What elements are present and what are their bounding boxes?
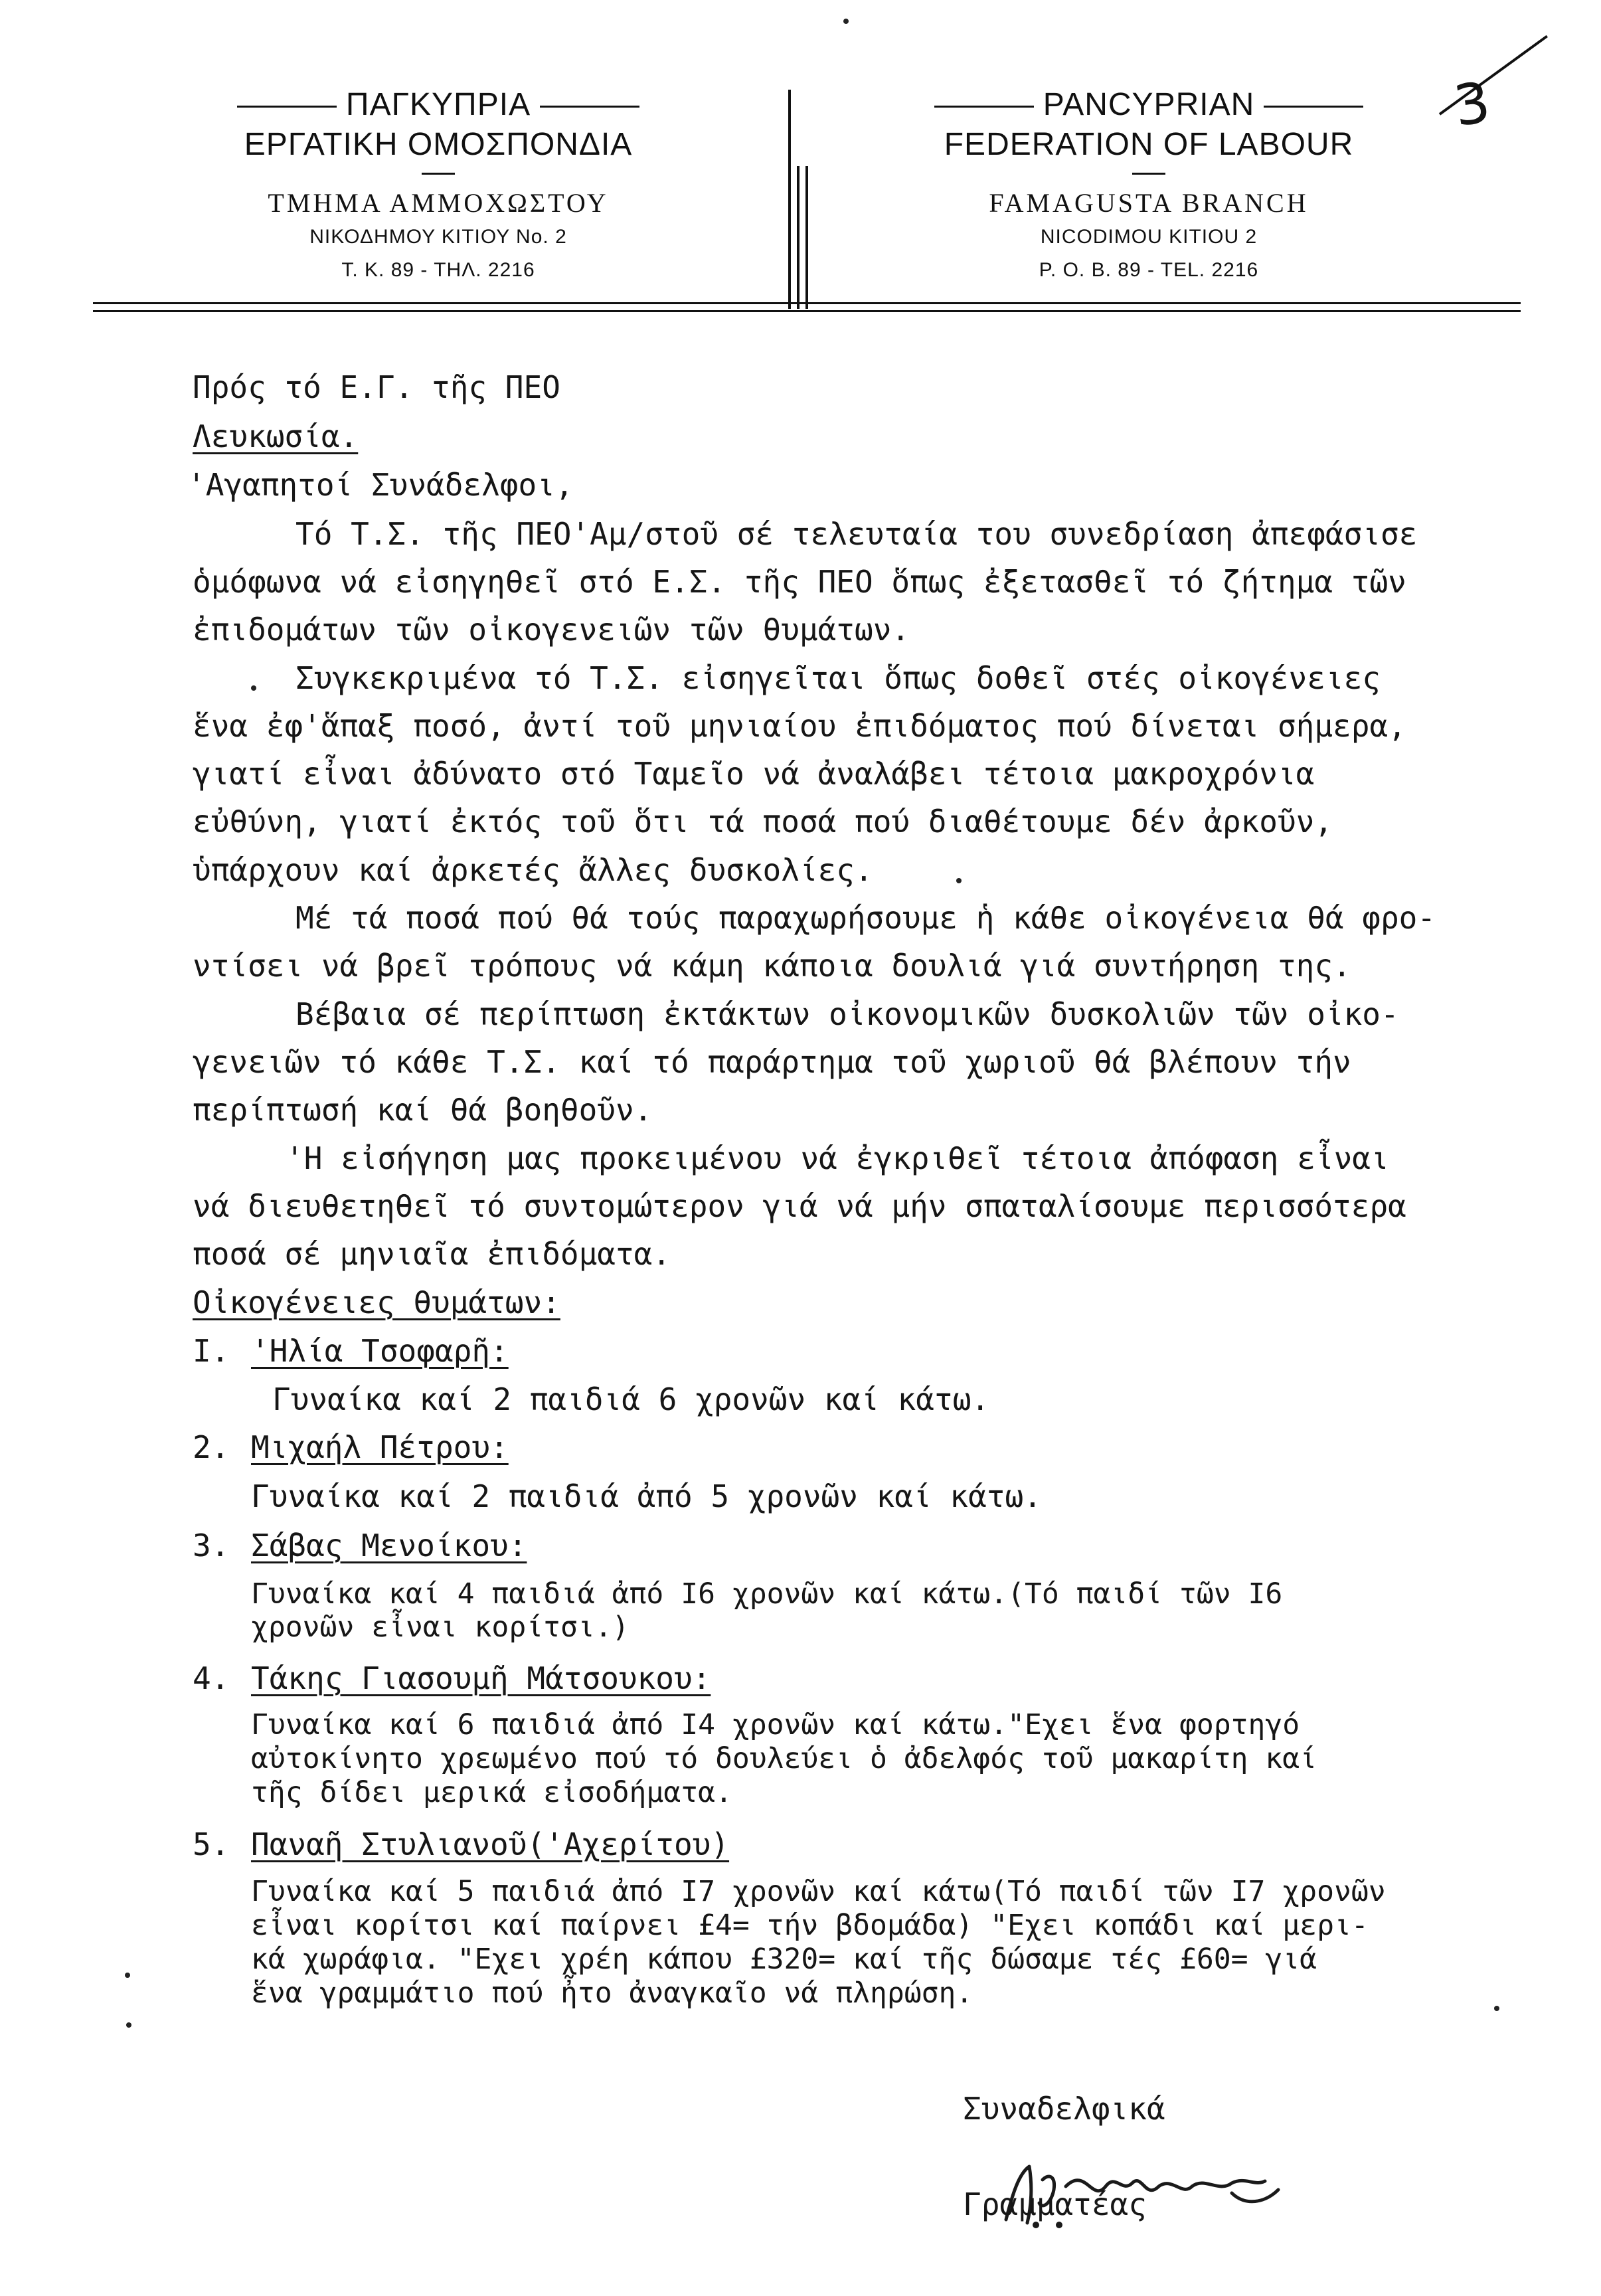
- body-line: Τό Τ.Σ. τῆς ΠΕΟ'Αμ/στοῦ σέ τελευταία του συνεδρίαση ἀπεφάσισε: [295, 516, 1418, 552]
- address-greek: ΝΙΚΟΔΗΜΟΥ ΚΙΤΙΟΥ Νο. 2: [309, 226, 567, 248]
- family-detail: εἶναι κορίτσι καί παίρνει £4= τήν βδομάδα) "Εχει κοπάδι καί μερι-: [251, 1909, 1369, 1942]
- closing: Συναδελφικά: [963, 2091, 1165, 2127]
- center-vertical-rule: [797, 166, 800, 309]
- body-line: Συγκεκριμένα τό Τ.Σ. εἰσηγεῖται ὅπως δοθεῖ στές οἰκογένειες: [295, 660, 1381, 696]
- letterhead-greek: [166, 86, 711, 292]
- body-line: ποσά σέ μηνιαῖα ἐπιδόματα.: [193, 1236, 671, 1272]
- family-number: 4.: [193, 1660, 230, 1696]
- family-detail: κά χωράφια. "Εχει χρέη κάπου £320= καί τῆς δώσαμε τές £60= γιά: [251, 1943, 1317, 1976]
- header-bottom-rule: [93, 302, 1521, 304]
- families-heading: Οἰκογένειες θυμάτων:: [193, 1284, 560, 1320]
- recipient-line: Πρός τό Ε.Γ. τῆς ΠΕΟ: [193, 369, 560, 405]
- body-line: περίπτωσή καί θά βοηθοῦν.: [193, 1092, 653, 1128]
- header-rule-left: [934, 106, 1034, 108]
- letterhead-english: [877, 86, 1421, 292]
- branch-greek: ΤΜΗΜΑ ΑΜΜΟΧΩΣΤΟΥ: [268, 188, 609, 218]
- body-line: γενειῶν τό κάθε Τ.Σ. καί τό παράρτημα τοῦ χωριοῦ θά βλέπουν τήν: [193, 1044, 1351, 1080]
- address-english: NICODIMOU KITIOU 2: [1040, 226, 1258, 248]
- body-line: Μέ τά ποσά πού θά τούς παραχωρήσουμε ἡ κάθε οἰκογένεια θά φρο-: [295, 900, 1436, 936]
- family-name: Μιχαήλ Πέτρου:: [251, 1429, 509, 1465]
- header-rule-left: [237, 106, 337, 108]
- body-line: νά διευθετηθεῖ τό συντομώτερον γιά νά μήν σπαταλίσουμε περισσότερα: [193, 1188, 1406, 1224]
- family-name: 'Ηλία Τσοφαρῆ:: [251, 1333, 509, 1369]
- body-line: 'Η εἰσήγηση μας προκειμένου νά ἐγκριθεῖ τέτοια ἀπόφαση εἶναι: [286, 1140, 1389, 1176]
- family-detail: Γυναίκα καί 4 παιδιά ἀπό Ι6 χρονῶν καί κάτω.(Τό παιδί τῶν Ι6: [251, 1577, 1283, 1611]
- family-number: 5.: [193, 1826, 230, 1862]
- center-vertical-rule: [805, 166, 808, 309]
- body-line: γιατί εἶναι ἀδύνατο στό Ταμεῖο νά ἀναλάβει τέτοια μακροχρόνια: [193, 756, 1315, 792]
- body-line: Βέβαια σέ περίπτωση ἐκτάκτων οἰκονομικῶν δυσκολιῶν τῶν οἰκο-: [295, 996, 1399, 1032]
- contact-english: P. O. B. 89 - TEL. 2216: [1039, 259, 1259, 281]
- short-divider: [1132, 173, 1165, 175]
- body-line: εὐθύνη, γιατί ἐκτός τοῦ ὅτι τά ποσά πού διαθέτουμε δέν ἀρκοῦν,: [193, 804, 1333, 839]
- family-name: Παναῆ Στυλιανοῦ('Αχερίτου): [251, 1826, 730, 1862]
- recipient-city: Λευκωσία.: [193, 418, 359, 454]
- org-name-greek-line2: ΕΡΓΑΤΙΚΗ ΟΜΟΣΠΟΝΔΙΑ: [244, 127, 633, 162]
- family-detail: Γυναίκα καί 2 παιδιά ἀπό 5 χρονῶν καί κάτω.: [251, 1478, 1042, 1514]
- scan-speck: [1494, 2006, 1499, 2011]
- center-vertical-rule: [788, 90, 791, 309]
- org-name-english-line1: PANCYPRIAN: [1043, 87, 1255, 122]
- signature-title: Γραμματέας: [963, 2186, 1147, 2222]
- branch-english: FAMAGUSTA BRANCH: [989, 188, 1309, 218]
- body-line: ὁμόφωνα νά εἰσηγηθεῖ στό Ε.Σ. τῆς ΠΕΟ ὅπως ἐξετασθεῖ τό ζήτημα τῶν: [193, 564, 1406, 600]
- family-detail: αὐτοκίνητο χρεωμένο πού τό δουλεύει ὁ ἀδελφός τοῦ μακαρίτη καί: [251, 1742, 1317, 1775]
- salutation: 'Αγαπητοί Συνάδελφοι,: [187, 467, 574, 503]
- family-name: Τάκης Γιασουμῆ Μάτσουκου:: [251, 1660, 711, 1696]
- contact-greek: Τ. Κ. 89 - ΤΗΛ. 2216: [341, 259, 535, 281]
- scan-speck: [843, 19, 849, 24]
- family-detail: χρονῶν εἶναι κορίτσι.): [251, 1611, 630, 1644]
- body-line: ντίσει νά βρεῖ τρόπους νά κάμη κάποια δουλιά γιά συντήρηση της.: [193, 948, 1351, 984]
- family-number: 2.: [193, 1429, 230, 1465]
- body-line: ὑπάρχουν καί ἀρκετές ἄλλες δυσκολίες.: [193, 852, 873, 888]
- header-rule-right: [1264, 106, 1363, 108]
- scan-speck: [126, 2022, 131, 2028]
- header-bottom-rule: [93, 310, 1521, 312]
- short-divider: [422, 173, 455, 175]
- org-name-greek-line1: ΠΑΓΚΥΠΡΙΑ: [345, 87, 531, 122]
- scan-speck: [956, 878, 962, 883]
- family-name: Σάβας Μενοίκου:: [251, 1528, 527, 1563]
- body-line: ἐπιδομάτων τῶν οἰκογενειῶν τῶν θυμάτων.: [193, 612, 910, 648]
- family-number: I.: [193, 1333, 230, 1369]
- family-detail: Γυναίκα καί 6 παιδιά ἀπό Ι4 χρονῶν καί κάτω."Εχει ἕνα φορτηγό: [251, 1708, 1300, 1741]
- family-detail: Γυναίκα καί 5 παιδιά ἀπό Ι7 χρονῶν καί κάτω(Τό παιδί τῶν Ι7 χρονῶν: [251, 1875, 1386, 1908]
- header-rule-right: [540, 106, 639, 108]
- family-detail: τῆς δίδει μερικά εἰσοδήματα.: [251, 1776, 732, 1809]
- scan-speck: [125, 1973, 130, 1978]
- family-number: 3.: [193, 1528, 230, 1563]
- scan-speck: [251, 685, 256, 691]
- page-number-handwritten: 3: [1450, 69, 1495, 139]
- family-detail: ἕνα γραμμάτιο πού ἦτο ἀναγκαῖο νά πληρώση.: [251, 1977, 973, 2010]
- body-line: ἕνα ἐφ'ἅπαξ ποσό, ἀντί τοῦ μηνιαίου ἐπιδόματος πού δίνεται σήμερα,: [193, 708, 1406, 744]
- family-detail: Γυναίκα καί 2 παιδιά 6 χρονῶν καί κάτω.: [272, 1381, 990, 1417]
- org-name-english-line2: FEDERATION OF LABOUR: [944, 127, 1354, 162]
